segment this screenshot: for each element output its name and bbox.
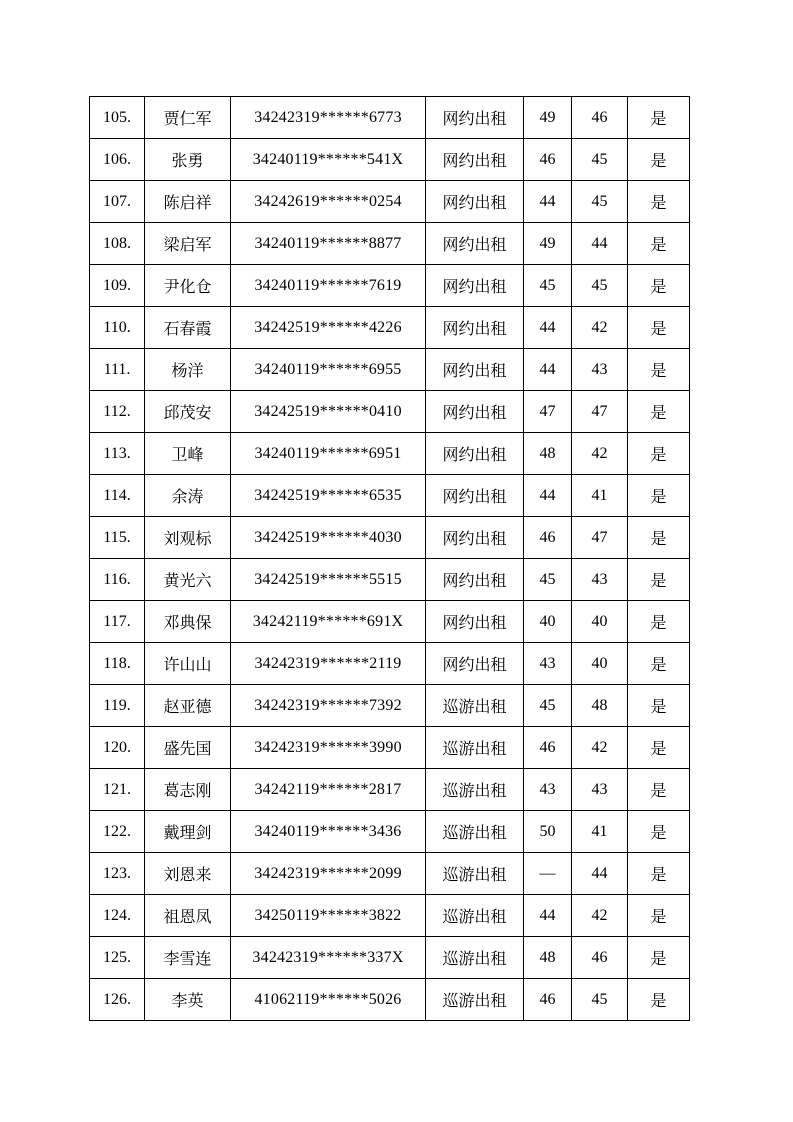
- score-one-cell: 46: [524, 979, 572, 1021]
- score-two-cell: 47: [572, 391, 628, 433]
- score-two-cell: 43: [572, 559, 628, 601]
- row-number-cell: 122.: [90, 811, 145, 853]
- pass-status-cell: 是: [628, 769, 690, 811]
- id-number-cell: 34242119******2817: [231, 769, 426, 811]
- service-type-cell: 巡游出租: [426, 769, 524, 811]
- score-one-cell: 44: [524, 349, 572, 391]
- roster-table: [89, 96, 690, 1021]
- driver-name-cell: 刘观标: [145, 517, 231, 559]
- service-type-cell: 巡游出租: [426, 685, 524, 727]
- driver-name-cell: 祖恩凤: [145, 895, 231, 937]
- id-number-cell: 34242319******3990: [231, 727, 426, 769]
- score-one-cell: 44: [524, 181, 572, 223]
- service-type-cell: 网约出租: [426, 181, 524, 223]
- score-two-cell: 44: [572, 223, 628, 265]
- driver-name-cell: 石春霞: [145, 307, 231, 349]
- driver-name-cell: 张勇: [145, 139, 231, 181]
- service-type-cell: 网约出租: [426, 307, 524, 349]
- score-one-cell: 46: [524, 727, 572, 769]
- row-number-cell: 113.: [90, 433, 145, 475]
- row-number-cell: 120.: [90, 727, 145, 769]
- table-row: [90, 265, 690, 307]
- score-two-cell: 46: [572, 937, 628, 979]
- pass-status-cell: 是: [628, 391, 690, 433]
- score-two-cell: 41: [572, 811, 628, 853]
- row-number-cell: 108.: [90, 223, 145, 265]
- driver-name-cell: 贾仁军: [145, 97, 231, 139]
- score-two-cell: 41: [572, 475, 628, 517]
- score-one-cell: 45: [524, 685, 572, 727]
- service-type-cell: 网约出租: [426, 433, 524, 475]
- driver-name-cell: 陈启祥: [145, 181, 231, 223]
- table-row: [90, 937, 690, 979]
- service-type-cell: 巡游出租: [426, 811, 524, 853]
- table-row: [90, 391, 690, 433]
- pass-status-cell: 是: [628, 643, 690, 685]
- row-number-cell: 109.: [90, 265, 145, 307]
- id-number-cell: 34242319******337X: [231, 937, 426, 979]
- service-type-cell: 网约出租: [426, 559, 524, 601]
- score-two-cell: 42: [572, 895, 628, 937]
- driver-name-cell: 李雪连: [145, 937, 231, 979]
- driver-name-cell: 赵亚德: [145, 685, 231, 727]
- score-two-cell: 44: [572, 853, 628, 895]
- table-row: [90, 895, 690, 937]
- service-type-cell: 巡游出租: [426, 937, 524, 979]
- service-type-cell: 网约出租: [426, 643, 524, 685]
- table-row: [90, 685, 690, 727]
- score-one-cell: 49: [524, 223, 572, 265]
- score-one-cell: 45: [524, 265, 572, 307]
- driver-name-cell: 盛先国: [145, 727, 231, 769]
- pass-status-cell: 是: [628, 979, 690, 1021]
- id-number-cell: 34242119******691X: [231, 601, 426, 643]
- pass-status-cell: 是: [628, 601, 690, 643]
- id-number-cell: 34242519******4030: [231, 517, 426, 559]
- table-row: [90, 979, 690, 1021]
- service-type-cell: 网约出租: [426, 97, 524, 139]
- score-two-cell: 43: [572, 769, 628, 811]
- score-two-cell: 42: [572, 307, 628, 349]
- service-type-cell: 巡游出租: [426, 979, 524, 1021]
- table-row: [90, 517, 690, 559]
- row-number-cell: 126.: [90, 979, 145, 1021]
- table-row: [90, 769, 690, 811]
- driver-name-cell: 刘恩来: [145, 853, 231, 895]
- driver-name-cell: 黄光六: [145, 559, 231, 601]
- id-number-cell: 34240119******3436: [231, 811, 426, 853]
- row-number-cell: 105.: [90, 97, 145, 139]
- score-one-cell: 43: [524, 769, 572, 811]
- score-two-cell: 40: [572, 601, 628, 643]
- row-number-cell: 118.: [90, 643, 145, 685]
- service-type-cell: 网约出租: [426, 391, 524, 433]
- id-number-cell: 34242519******5515: [231, 559, 426, 601]
- table-row: [90, 97, 690, 139]
- service-type-cell: 网约出租: [426, 223, 524, 265]
- score-two-cell: 47: [572, 517, 628, 559]
- score-two-cell: 40: [572, 643, 628, 685]
- id-number-cell: 34242319******2099: [231, 853, 426, 895]
- service-type-cell: 网约出租: [426, 139, 524, 181]
- id-number-cell: 34242519******6535: [231, 475, 426, 517]
- driver-name-cell: 邱茂安: [145, 391, 231, 433]
- service-type-cell: 网约出租: [426, 265, 524, 307]
- id-number-cell: 34240119******8877: [231, 223, 426, 265]
- score-two-cell: 48: [572, 685, 628, 727]
- driver-name-cell: 余涛: [145, 475, 231, 517]
- score-two-cell: 42: [572, 433, 628, 475]
- table-row: [90, 559, 690, 601]
- service-type-cell: 巡游出租: [426, 727, 524, 769]
- row-number-cell: 106.: [90, 139, 145, 181]
- score-one-cell: 49: [524, 97, 572, 139]
- driver-name-cell: 卫峰: [145, 433, 231, 475]
- service-type-cell: 巡游出租: [426, 895, 524, 937]
- table-row: [90, 223, 690, 265]
- score-one-cell: 48: [524, 937, 572, 979]
- score-two-cell: 45: [572, 979, 628, 1021]
- table-row: [90, 475, 690, 517]
- id-number-cell: 34242319******2119: [231, 643, 426, 685]
- row-number-cell: 112.: [90, 391, 145, 433]
- row-number-cell: 117.: [90, 601, 145, 643]
- pass-status-cell: 是: [628, 727, 690, 769]
- score-two-cell: 43: [572, 349, 628, 391]
- row-number-cell: 125.: [90, 937, 145, 979]
- driver-name-cell: 戴理剑: [145, 811, 231, 853]
- service-type-cell: 巡游出租: [426, 853, 524, 895]
- row-number-cell: 123.: [90, 853, 145, 895]
- score-one-cell: 44: [524, 307, 572, 349]
- id-number-cell: 34240119******6955: [231, 349, 426, 391]
- pass-status-cell: 是: [628, 97, 690, 139]
- driver-name-cell: 李英: [145, 979, 231, 1021]
- score-one-cell: 47: [524, 391, 572, 433]
- table-row: [90, 433, 690, 475]
- table-row: [90, 601, 690, 643]
- score-one-cell: 43: [524, 643, 572, 685]
- table-row: [90, 853, 690, 895]
- driver-name-cell: 梁启军: [145, 223, 231, 265]
- row-number-cell: 115.: [90, 517, 145, 559]
- id-number-cell: 34242319******7392: [231, 685, 426, 727]
- roster-table-body: [90, 97, 690, 1021]
- row-number-cell: 114.: [90, 475, 145, 517]
- driver-name-cell: 邓典保: [145, 601, 231, 643]
- row-number-cell: 116.: [90, 559, 145, 601]
- table-row: [90, 139, 690, 181]
- pass-status-cell: 是: [628, 937, 690, 979]
- score-one-cell: 40: [524, 601, 572, 643]
- table-row: [90, 349, 690, 391]
- row-number-cell: 111.: [90, 349, 145, 391]
- table-row: [90, 811, 690, 853]
- id-number-cell: 34240119******7619: [231, 265, 426, 307]
- service-type-cell: 网约出租: [426, 475, 524, 517]
- table-row: [90, 181, 690, 223]
- driver-name-cell: 杨洋: [145, 349, 231, 391]
- pass-status-cell: 是: [628, 811, 690, 853]
- score-two-cell: 45: [572, 265, 628, 307]
- score-one-cell: 45: [524, 559, 572, 601]
- score-one-cell: 46: [524, 517, 572, 559]
- score-one-cell: 46: [524, 139, 572, 181]
- pass-status-cell: 是: [628, 559, 690, 601]
- score-two-cell: 45: [572, 181, 628, 223]
- pass-status-cell: 是: [628, 475, 690, 517]
- score-two-cell: 42: [572, 727, 628, 769]
- pass-status-cell: 是: [628, 265, 690, 307]
- service-type-cell: 网约出租: [426, 517, 524, 559]
- service-type-cell: 网约出租: [426, 601, 524, 643]
- pass-status-cell: 是: [628, 307, 690, 349]
- id-number-cell: 34242519******4226: [231, 307, 426, 349]
- row-number-cell: 119.: [90, 685, 145, 727]
- pass-status-cell: 是: [628, 181, 690, 223]
- pass-status-cell: 是: [628, 517, 690, 559]
- id-number-cell: 34250119******3822: [231, 895, 426, 937]
- id-number-cell: 41062119******5026: [231, 979, 426, 1021]
- row-number-cell: 107.: [90, 181, 145, 223]
- id-number-cell: 34240119******541X: [231, 139, 426, 181]
- id-number-cell: 34240119******6951: [231, 433, 426, 475]
- id-number-cell: 34242519******0410: [231, 391, 426, 433]
- driver-name-cell: 许山山: [145, 643, 231, 685]
- score-one-cell: 44: [524, 895, 572, 937]
- pass-status-cell: 是: [628, 685, 690, 727]
- score-two-cell: 46: [572, 97, 628, 139]
- table-row: [90, 643, 690, 685]
- pass-status-cell: 是: [628, 433, 690, 475]
- row-number-cell: 124.: [90, 895, 145, 937]
- row-number-cell: 121.: [90, 769, 145, 811]
- row-number-cell: 110.: [90, 307, 145, 349]
- pass-status-cell: 是: [628, 223, 690, 265]
- id-number-cell: 34242319******6773: [231, 97, 426, 139]
- score-one-cell: 44: [524, 475, 572, 517]
- driver-name-cell: 尹化仓: [145, 265, 231, 307]
- table-row: [90, 727, 690, 769]
- pass-status-cell: 是: [628, 895, 690, 937]
- score-two-cell: 45: [572, 139, 628, 181]
- table-row: [90, 307, 690, 349]
- score-one-cell: 50: [524, 811, 572, 853]
- service-type-cell: 网约出租: [426, 349, 524, 391]
- score-one-cell: 48: [524, 433, 572, 475]
- driver-name-cell: 葛志刚: [145, 769, 231, 811]
- score-one-cell: —: [524, 853, 572, 895]
- pass-status-cell: 是: [628, 853, 690, 895]
- id-number-cell: 34242619******0254: [231, 181, 426, 223]
- pass-status-cell: 是: [628, 139, 690, 181]
- pass-status-cell: 是: [628, 349, 690, 391]
